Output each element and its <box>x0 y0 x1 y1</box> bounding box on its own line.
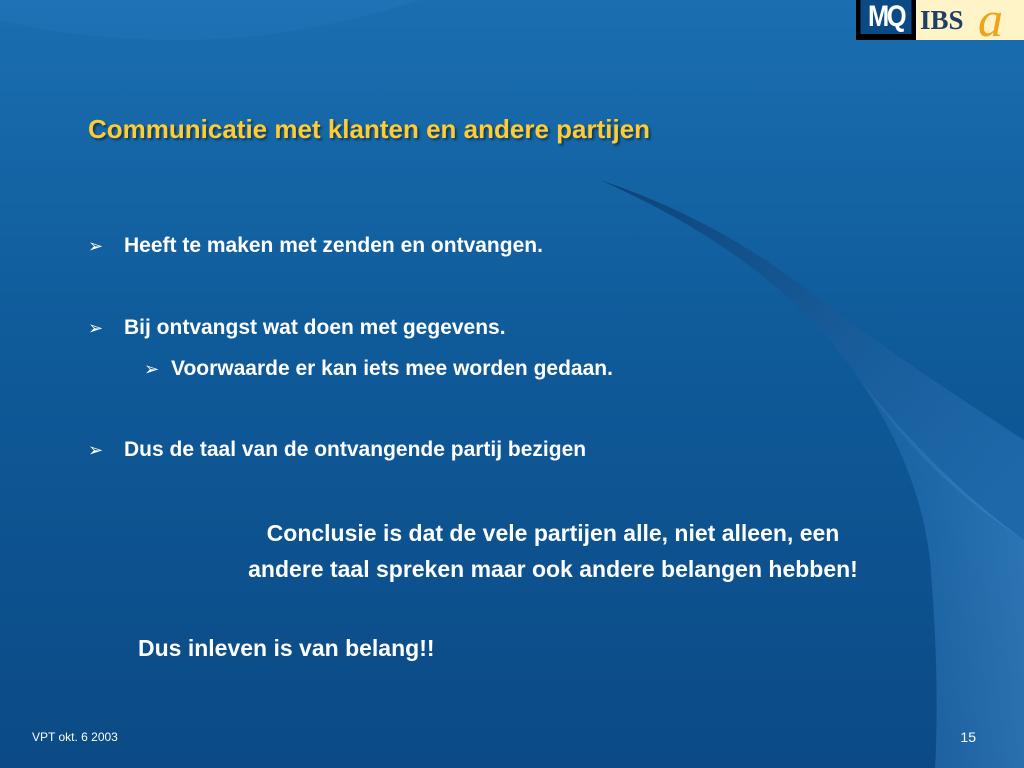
arrow-bullet-icon: ➢ <box>144 359 160 380</box>
bullet-text: Voorwaarde er kan iets mee worden gedaan. <box>171 357 613 380</box>
ibs-logo-text: IBS <box>920 5 964 35</box>
bullet-item <box>88 438 586 462</box>
mq-logo-text: MQ <box>861 0 912 34</box>
bullet-text: Bij ontvangst wat doen met gegevens. <box>124 316 506 339</box>
arrow-bullet-icon: ➢ <box>88 236 104 257</box>
conclusion-line: andere taal spreken maar ook andere belangen hebben! <box>248 556 858 582</box>
conclusion-line: Conclusie is dat de vele partijen alle, niet alleen, een <box>266 520 840 546</box>
bullet-item <box>88 234 543 258</box>
sub-bullet-item <box>144 357 613 381</box>
company-logo <box>856 0 1024 47</box>
bullet-text: Dus de taal van de ontvangende partij bezigen <box>124 438 587 461</box>
bullet-text: Heeft te maken met zenden en ontvangen. <box>124 234 543 257</box>
slide-title: Communicatie met klanten en andere partijen <box>88 114 651 144</box>
bullet-item <box>88 316 506 340</box>
arrow-bullet-icon: ➢ <box>88 440 104 461</box>
ibsa-logo <box>916 0 1024 47</box>
page-number: 15 <box>960 729 976 745</box>
mq-logo <box>856 0 916 40</box>
closing-text: Dus inleven is van belang!! <box>138 635 435 661</box>
arrow-bullet-icon: ➢ <box>88 318 104 339</box>
footer-date: VPT okt. 6 2003 <box>32 730 118 744</box>
conclusion-text <box>160 515 946 587</box>
alpha-logo-mark: a <box>978 0 1003 47</box>
